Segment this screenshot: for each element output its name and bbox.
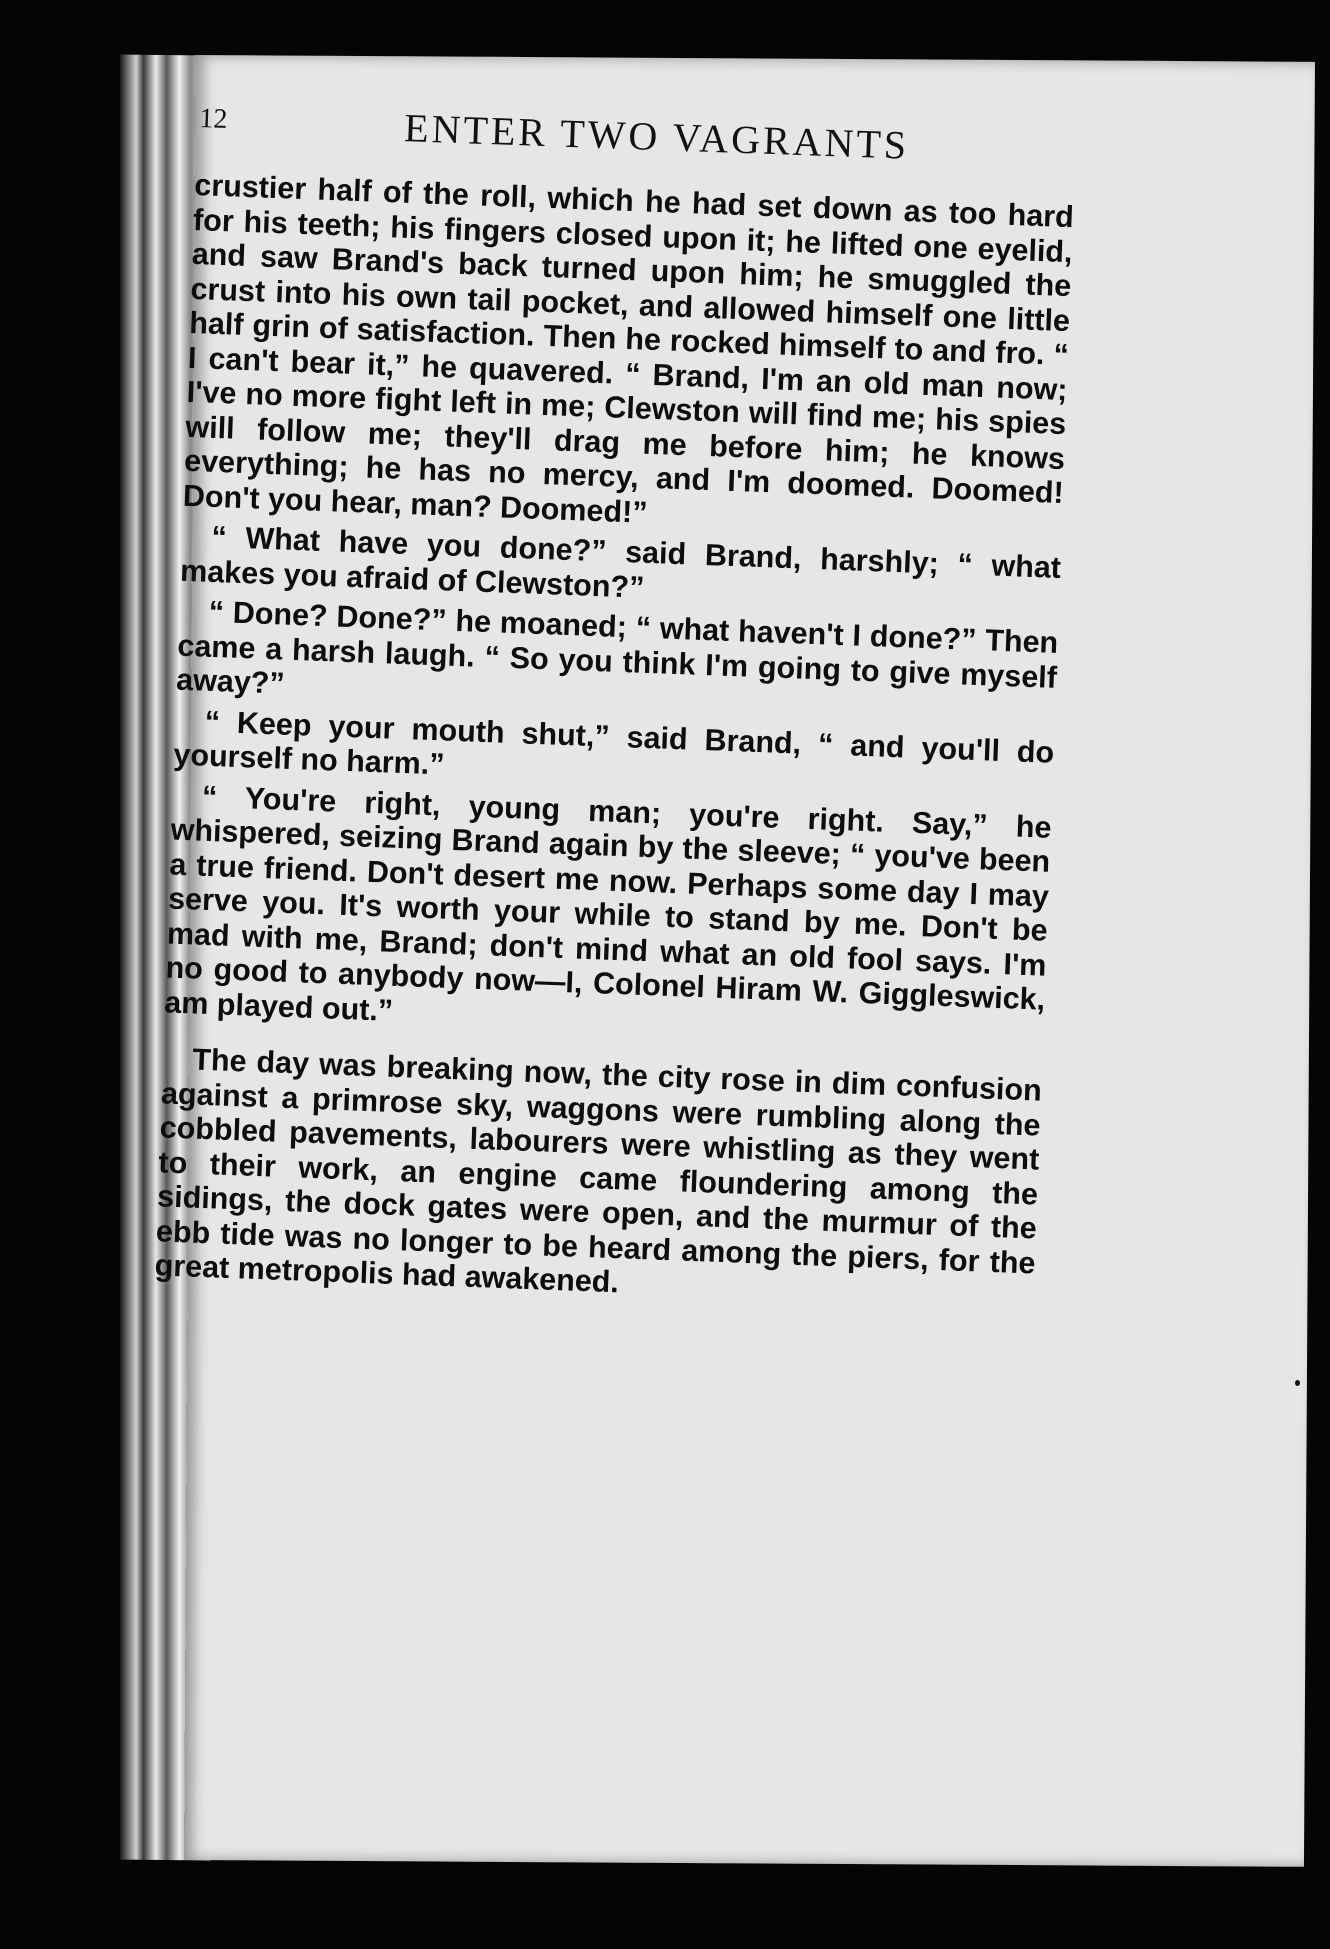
paragraph: “ Keep your mouth shut,” said Brand, “ and you'll do yourself no harm.” xyxy=(172,704,1055,782)
paragraph: “ Done? Done?” he moaned; “ what haven't I done?” Then came a harsh laugh. “ So you think I'm going to give myself away?” xyxy=(175,594,1059,701)
paragraph: “ What have you done?” said Brand, harshly; “ what makes you afraid of Clewston?” xyxy=(179,519,1062,605)
body-text xyxy=(154,168,1075,1321)
paragraph: crustier half of the roll, which he had set down as too hard for his teeth; his fingers closed upon it; he lifted one eyelid, and saw Brand's back turned upon him; he smuggled the crust into his own tail pocket, and allowed himself one little half grin of satisfaction. Then he rocked himself to and fro. “ I can't bear it,” he quavered. “ Brand, I'm an old man now; I've no more fight left in me; Clewston will find me; his spies will follow me; they'll drag me before him; he knows everything; he has no mercy, and I'm doomed. Doomed! Don't you hear, man? Doomed!” xyxy=(182,168,1075,530)
running-head: ENTER TWO VAGRANTS xyxy=(403,105,910,168)
page-number: 12 xyxy=(198,103,228,135)
paragraph: “ You're right, young man; you're right. Say,” he whispered, seizing Brand again by the sleeve; “ you've been a true friend. Don't desert me now. Perhaps some day I may serve you. It's worth your while to stand by me. Don't be mad with me, Brand; don't mind what an old fool says. I'm no good to anybody now—I, Colonel Hiram W. Giggleswick, am played out.” xyxy=(163,779,1053,1028)
speck-mark xyxy=(1295,1380,1300,1386)
paragraph: The day was breaking now, the city rose in dim confusion against a primrose sky, waggons were rumbling along the cobbled pavements, labourers were whistling as they went to their work, an engine came floundering among the sidings, the dock gates were open, and the murmur of the ebb tide was no longer to be heard among the piers, for the great metropolis had awakened. xyxy=(154,1042,1043,1300)
